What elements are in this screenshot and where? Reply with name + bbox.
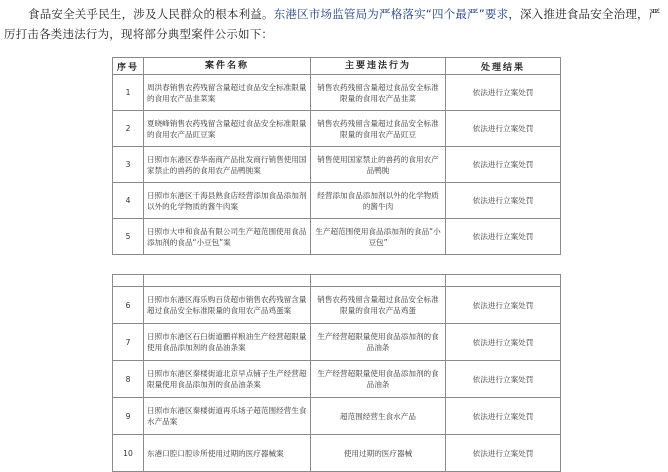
row-violation: 生产超范围使用食品添加剂的食品“小豆包” — [311, 219, 446, 255]
table-row — [113, 147, 561, 183]
table-row — [113, 75, 561, 111]
row-no: 10 — [113, 435, 144, 472]
row-case-name: 日照市东港区秦楼街道再乐场子超范围经营生食水产品案 — [144, 398, 311, 435]
row-violation: 销售使用国家禁止的兽药的食用农产品鸭肫 — [311, 147, 446, 183]
row-no: 5 — [113, 219, 144, 255]
row-no: 6 — [113, 287, 144, 324]
row-violation: 销售农药残留含量超过食品安全标准限量的食用农产品豇豆 — [311, 111, 446, 147]
intro-part-1: 食品安全关乎民生，涉及人民群众的根本利益。 — [28, 7, 274, 21]
row-case-name — [144, 275, 311, 287]
cases-table-bottom — [112, 274, 561, 472]
row-case-name: 日照市东港区春华南商产品批发商行销售使用国家禁止的兽药的食用农产品鸭肫案 — [144, 147, 311, 183]
row-result: 依法进行立案处罚 — [446, 324, 561, 361]
row-case-name: 夏晓峰销售农药残留含量超过食品安全标准限量的食用农产品豇豆案 — [144, 111, 311, 147]
table-row — [113, 435, 561, 472]
intro-part-3: ，深入推进食品安全治理，严厉打击各类违法行为，现将部分典型案件公示如下： — [4, 7, 661, 41]
intro-paragraph — [4, 4, 664, 44]
row-violation: 生产经营超限量使用食品添加剂的食品油条 — [311, 361, 446, 398]
row-case-name: 日照市大申和食品有限公司生产超范围使用食品添加剂的食品“小豆包”案 — [144, 219, 311, 255]
table-row — [113, 324, 561, 361]
row-no: 2 — [113, 111, 144, 147]
header-case-name: 案件名称 — [144, 58, 311, 75]
row-violation: 生产经营超限量使用食品添加剂的食品油条 — [311, 324, 446, 361]
row-violation: 超范围经营生食水产品 — [311, 398, 446, 435]
row-result: 依法进行立案处罚 — [446, 361, 561, 398]
table-row — [113, 287, 561, 324]
row-no: 9 — [113, 398, 144, 435]
row-result: 依法进行立案处罚 — [446, 219, 561, 255]
row-result: 依法进行立案处罚 — [446, 435, 561, 472]
row-result: 依法进行立案处罚 — [446, 183, 561, 219]
row-no: 4 — [113, 183, 144, 219]
row-violation: 销售农药残留含量超过食品安全标准限量的食用农产品韭菜 — [311, 75, 446, 111]
intro-highlight: 东港区市场监管局为严格落实“四个最严”要求 — [273, 7, 509, 21]
row-case-name: 周洪春销售农药残留含量超过食品安全标准限量的食用农产品韭菜案 — [144, 75, 311, 111]
row-violation: 使用过期的医疗器械 — [311, 435, 446, 472]
row-case-name: 日照市东港区海乐购百货超市销售农药残留含量超过食品安全标准限量的食用农产品鸡蛋案 — [144, 287, 311, 324]
cases-table-top — [112, 57, 561, 255]
row-no: 8 — [113, 361, 144, 398]
row-violation — [311, 275, 446, 287]
header-result: 处理结果 — [446, 58, 561, 75]
row-no: 7 — [113, 324, 144, 361]
row-case-name: 日照市东港区石臼街道鹏祥粮油生产经营超限量使用食品添加剂的食品油条案 — [144, 324, 311, 361]
table-row — [113, 398, 561, 435]
row-case-name: 日照市东港区秦楼街道北京早点铺子生产经营超限量使用食品添加剂的食品油条案 — [144, 361, 311, 398]
row-result: 依法进行立案处罚 — [446, 111, 561, 147]
table-row — [113, 361, 561, 398]
row-no: 1 — [113, 75, 144, 111]
row-result: 依法进行立案处罚 — [446, 75, 561, 111]
row-case-name: 东港口腔口腔诊所使用过期的医疗器械案 — [144, 435, 311, 472]
table-row — [113, 183, 561, 219]
table-header-row — [113, 58, 561, 75]
header-no: 序号 — [113, 58, 144, 75]
row-result: 依法进行立案处罚 — [446, 287, 561, 324]
row-no: 3 — [113, 147, 144, 183]
row-violation: 销售农药残留含量超过食品安全标准限量的食用农产品鸡蛋 — [311, 287, 446, 324]
row-no — [113, 275, 144, 287]
header-violation: 主要违法行为 — [311, 58, 446, 75]
row-case-name: 日照市东港区千海县熟食店经营添加食品添加剂以外的化学物质的酱牛肉案 — [144, 183, 311, 219]
row-result: 依法进行立案处罚 — [446, 398, 561, 435]
row-result — [446, 275, 561, 287]
row-violation: 经营添加食品添加剂以外的化学物质的酱牛肉 — [311, 183, 446, 219]
table-row — [113, 219, 561, 255]
row-result: 依法进行立案处罚 — [446, 147, 561, 183]
table-row-empty — [113, 275, 561, 287]
table-row — [113, 111, 561, 147]
